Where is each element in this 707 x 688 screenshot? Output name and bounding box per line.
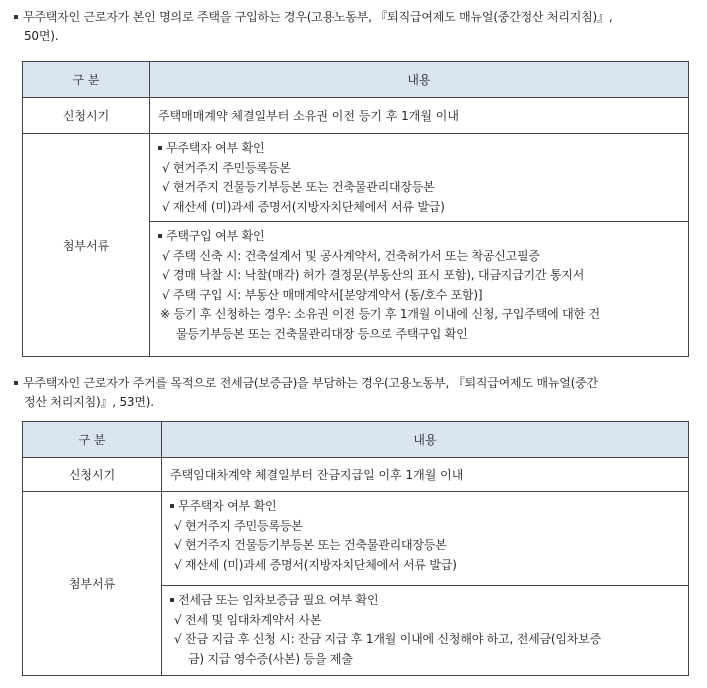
header-category: 구 분 [23, 62, 150, 98]
note-text: ※ 등기 후 신청하는 경우: 소유권 이전 등기 후 1개월 이내에 신청, 구입주택에 대한 건 [160, 307, 600, 321]
section1-title [14, 8, 699, 46]
note-text-cont: 물등기부등본 또는 건축물관리대장 등으로 주택구입 확인 [176, 326, 468, 341]
list-item: √ 현거주지 건물등기부등본 또는 건축물관리대장등본 [162, 180, 435, 194]
list-item: √ 현거주지 주민등록등본 [174, 518, 303, 533]
docs-row-1 [23, 134, 689, 222]
list-item: √ 경매 낙찰 시: 낙찰(매각) 허가 결정문(부동산의 표시 포함), 대금지급기간 통지서 [162, 268, 585, 282]
square-bullet-icon [158, 234, 162, 238]
group-title: 무주택자 여부 확인 [166, 141, 265, 155]
list-item: √ 재산세 (미)과세 증명서(지방자치단체에서 서류 발급) [162, 199, 445, 214]
docs-group1 [162, 492, 689, 586]
section2-title-line1: 무주택자인 근로자가 주거를 목적으로 전세금(보증금)을 부담하는 경우(고용노동부, 『퇴직급여제도 매뉴얼(중간 [23, 376, 598, 390]
section1-table [22, 61, 689, 357]
period-text: 주택임대차계약 체결일부터 잔금지급일 이후 1개월 이내 [162, 458, 689, 492]
list-item: √ 전세 및 임대차계약서 사본 [174, 612, 322, 627]
section2-title [14, 374, 699, 412]
header-content: 내용 [150, 62, 689, 98]
square-bullet-icon [158, 146, 162, 150]
square-bullet-icon [170, 504, 174, 508]
list-item: √ 주택 신축 시: 건축설계서 및 공사계약서, 건축허가서 또는 착공신고필증 [162, 248, 540, 263]
section2-table [22, 421, 689, 676]
docs-group2 [150, 222, 689, 357]
bullet-icon [14, 381, 18, 385]
list-item: √ 현거주지 건물등기부등본 또는 건축물관리대장등본 [174, 538, 447, 552]
group-title: 주택구입 여부 확인 [166, 229, 265, 243]
square-bullet-icon [170, 598, 174, 602]
group-title: 전세금 또는 임차보증금 필요 여부 확인 [178, 593, 379, 607]
list-item-cont: 금) 지급 영수증(사본) 등을 제출 [188, 651, 353, 666]
period-row [23, 458, 689, 492]
period-row [23, 98, 689, 134]
section2-title-line2: 정산 처리지침)』, 53면). [24, 395, 154, 409]
section1-title-line2: 50면). [24, 29, 59, 43]
docs-label: 첨부서류 [23, 134, 150, 357]
docs-label: 첨부서류 [23, 492, 162, 676]
table-header-row [23, 62, 689, 98]
docs-group2 [162, 586, 689, 676]
list-item: √ 주택 구입 시: 부동산 매매계약서[분양계약서 (동/호수 포함)] [162, 287, 483, 302]
header-content: 내용 [162, 422, 689, 458]
docs-row-1 [23, 492, 689, 586]
section1-title-line1: 무주택자인 근로자가 본인 명의로 주택을 구입하는 경우(고용노동부, 『퇴직급여제도 매뉴얼(중간정산 처리지침)』, [23, 10, 613, 24]
list-item: √ 잔금 지급 후 신청 시: 잔금 지급 후 1개월 이내에 신청해야 하고, 전세금(임차보증 [174, 632, 601, 646]
group-title: 무주택자 여부 확인 [178, 499, 277, 513]
list-item: √ 재산세 (미)과세 증명서(지방자치단체에서 서류 발급) [174, 557, 457, 572]
table-header-row [23, 422, 689, 458]
header-category: 구 분 [23, 422, 162, 458]
period-label: 신청시기 [23, 458, 162, 492]
docs-group1 [150, 134, 689, 222]
period-text: 주택매매계약 체결일부터 소유권 이전 등기 후 1개월 이내 [150, 98, 689, 134]
bullet-icon [14, 15, 18, 19]
list-item: √ 현거주지 주민등록등본 [162, 160, 291, 175]
period-label: 신청시기 [23, 98, 150, 134]
